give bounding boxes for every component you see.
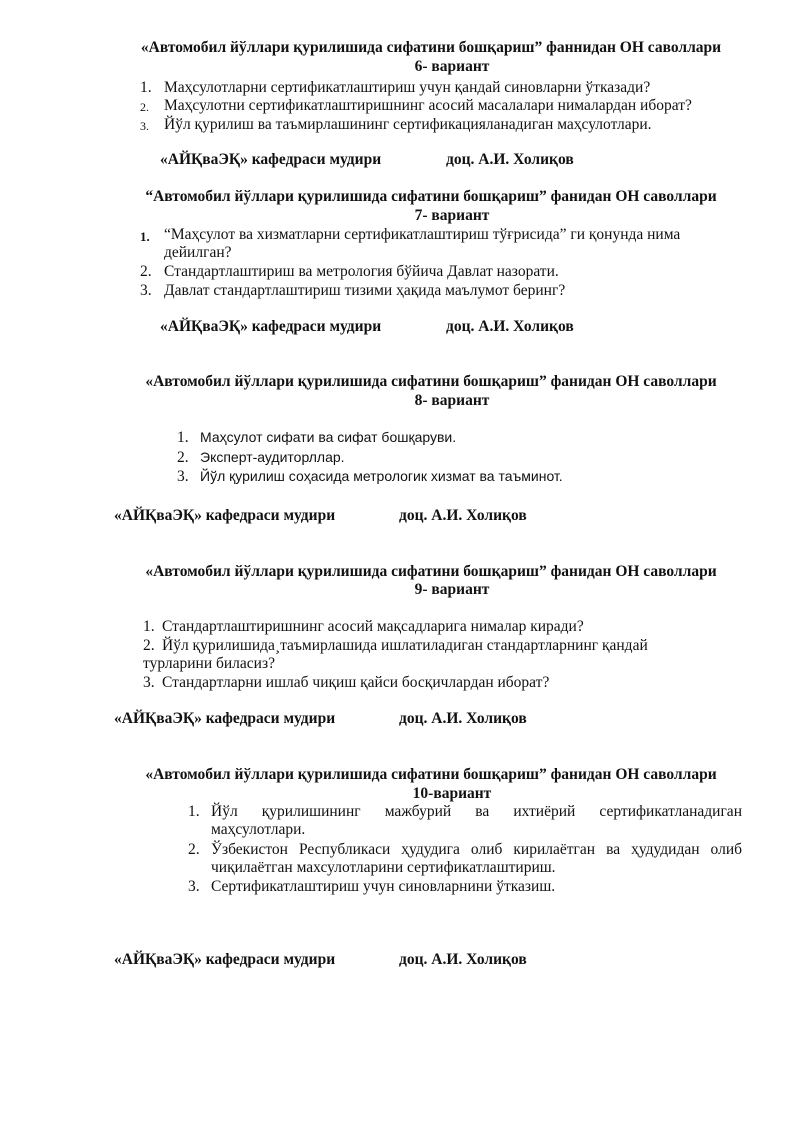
section-title: «Автомобил йўллари қурилишида сифатини бошқариш” фаннидан ОН саволлари xyxy=(140,39,722,56)
signature-label: «АЙҚваЭҚ» кафедраси мудири xyxy=(160,318,382,335)
variant-heading: 9- вариант xyxy=(414,581,490,598)
question-text: Йўл қурилиш соҳасида метрологик хизмат ва таъминот. xyxy=(200,468,563,484)
question-text: Стандартларни ишлаб чиқиш қайси босқичлардан иборат? xyxy=(162,674,550,691)
question-text: Йўл қурилиш ва таъмирлашининг сертификацияланадиган маҳсулотлари. xyxy=(164,116,652,133)
signature-name: доц. А.И. Холиқов xyxy=(446,151,574,168)
question-number: 2. xyxy=(140,263,152,280)
signature-name: доц. А.И. Холиқов xyxy=(399,507,527,524)
section-title: «Автомобил йўллари қурилишида сифатини бошқариш” фанидан ОН саволлари xyxy=(145,563,717,580)
question-text: Давлат стандартлаштириш тизими ҳақида маълумот беринг? xyxy=(164,282,566,299)
question-number: 3. xyxy=(140,119,149,133)
question-number: 1. xyxy=(177,429,189,446)
question-text: Сертификатлаштириш учун синовларнини ўтказиш. xyxy=(211,878,556,895)
question-number: 3. xyxy=(143,674,155,691)
signature-label: «АЙҚваЭҚ» кафедраси мудири xyxy=(114,710,336,727)
question-text: чиқилаётган махсулотларини сертификатлаштириш. xyxy=(211,859,556,876)
signature-label: «АЙҚваЭҚ» кафедраси мудири xyxy=(114,507,336,524)
section-title: «Автомобил йўллари қурилишида сифатини бошқариш” фанидан ОН саволлари xyxy=(145,766,717,783)
signature-label: «АЙҚваЭҚ» кафедраси мудири xyxy=(114,951,336,968)
section-title: “Автомобил йўллари қурилишида сифатини бошқариш” фанидан ОН саволлари xyxy=(145,188,717,205)
question-number: 3. xyxy=(140,282,152,299)
question-number: 1. xyxy=(188,803,200,820)
question-text: Эксперт-аудиторллар. xyxy=(200,449,345,465)
question-number: 1. xyxy=(140,79,152,96)
variant-heading: 10-вариант xyxy=(412,785,492,802)
question-number: 1. xyxy=(140,229,150,244)
variant-heading: 6- вариант xyxy=(414,58,490,75)
question-text: маҳсулотлари. xyxy=(211,821,306,838)
question-text: Стандартлаштиришнинг асосий мақсадларига нималар киради? xyxy=(162,618,584,635)
question-text: Маҳсулотларни сертификатлаштириш учун қандай синовларни ўтказади? xyxy=(164,79,651,96)
question-text: дейилган? xyxy=(164,244,232,261)
question-text: Маҳсулот сифати ва сифат бошқаруви. xyxy=(200,429,457,445)
question-text: Йўл қурилишида¸таъмирлашида ишлатиладиган стандартларнинг қандай xyxy=(162,637,648,654)
question-number: 3. xyxy=(177,468,189,485)
variant-heading: 8- вариант xyxy=(414,392,490,409)
question-text: Ўзбекистон Республикаси ҳудудига олиб кирилаётган ва ҳудудидан олиб xyxy=(211,841,742,858)
question-number: 2. xyxy=(143,637,155,654)
signature-name: доц. А.И. Холиқов xyxy=(399,710,527,727)
question-number: 2. xyxy=(188,841,200,858)
question-number: 2. xyxy=(177,449,189,466)
question-number: 2. xyxy=(140,100,149,114)
question-text: турларини биласиз? xyxy=(143,655,275,672)
variant-heading: 7- вариант xyxy=(414,207,490,224)
question-text: Стандартлаштириш ва метрология бўйича Давлат назорати. xyxy=(164,263,559,280)
signature-label: «АЙҚваЭҚ» кафедраси мудири xyxy=(160,151,382,168)
question-text: Маҳсулотни сертификатлаштиришнинг асосий масалалари нималардан иборат? xyxy=(164,97,692,114)
question-number: 3. xyxy=(188,878,200,895)
signature-name: доц. А.И. Холиқов xyxy=(399,951,527,968)
question-text: Йўл қурилишининг мажбурий ва ихтиёрий сертификатланадиган xyxy=(211,803,742,820)
question-text: “Маҳсулот ва хизматларни сертификатлаштириш тўғрисида” ги қонунда нима xyxy=(164,226,681,243)
signature-name: доц. А.И. Холиқов xyxy=(446,318,574,335)
section-title: «Автомобил йўллари қурилишида сифатини бошқариш” фанидан ОН саволлари xyxy=(145,373,717,390)
question-number: 1. xyxy=(143,618,155,635)
